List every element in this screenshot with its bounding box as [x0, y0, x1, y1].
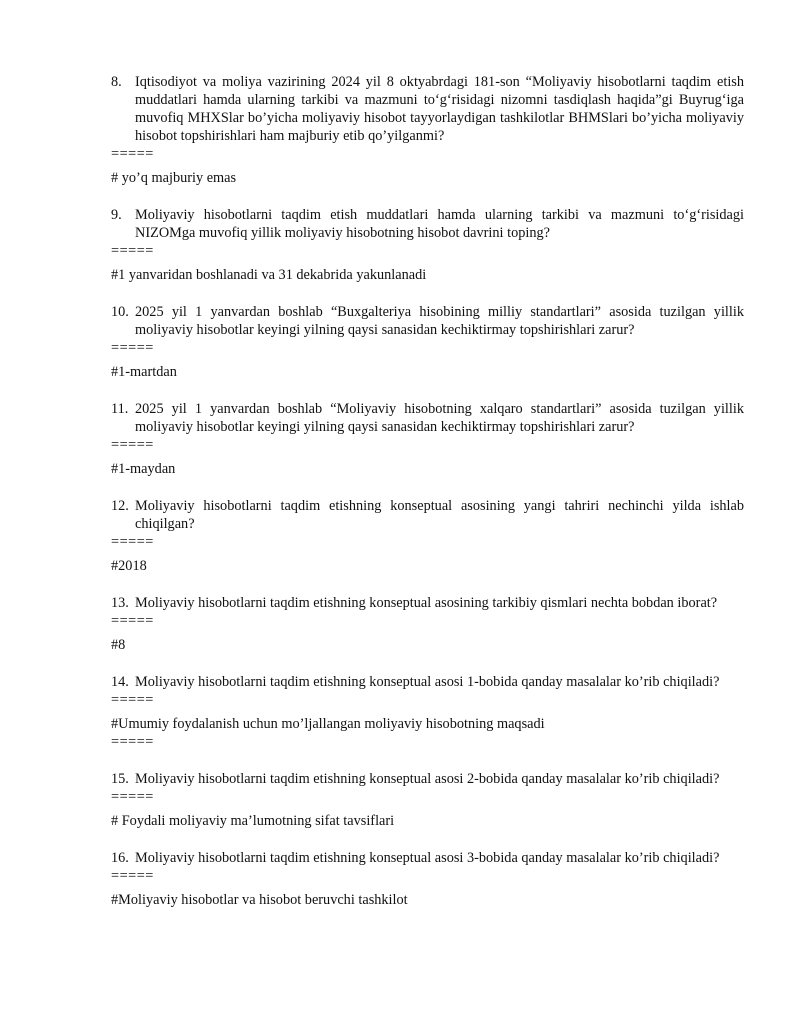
question [111, 303, 744, 339]
separator: ===== [111, 534, 154, 550]
question-number: 15. [111, 771, 129, 787]
question [111, 400, 744, 436]
question-text: Moliyaviy hisobotlarni taqdim etishning konseptual asosining tarkibiy qismlari nechta bobdan iborat? [135, 595, 718, 611]
question [111, 770, 744, 788]
question-text: Moliyaviy hisobotlarni taqdim etishning konseptual asosi 3-bobida qanday masalalar ko’rib chiqiladi? [135, 850, 720, 866]
question-block-8 [111, 73, 744, 187]
question-number: 14. [111, 674, 129, 690]
question-text: 2025 yil 1 yanvardan boshlab “Buxgalteriya hisobining milliy standartlari” asosida tuzilgan yillik moliyaviy hisobotlar keyingi yilning qaysi sanasidan kechiktirmay topshirishlari zarur? [135, 304, 744, 338]
question-number: 13. [111, 595, 129, 611]
answer: # Foydali moliyaviy ma’lumotning sifat tavsiflari [111, 813, 395, 829]
question [111, 594, 744, 612]
question [111, 73, 744, 145]
question-number: 12. [111, 498, 129, 514]
separator: ===== [111, 868, 154, 884]
question-text: 2025 yil 1 yanvardan boshlab “Moliyaviy hisobotning xalqaro standartlari” asosida tuzilgan yillik moliyaviy hisobotlar keyingi yilning qaysi sanasidan kechiktirmay topshirishlari zarur? [135, 401, 744, 435]
separator: ===== [111, 692, 154, 708]
separator: ===== [111, 613, 154, 629]
separator: ===== [111, 734, 154, 750]
answer: #Moliyaviy hisobotlar va hisobot beruvchi tashkilot [111, 892, 408, 908]
question-number: 8. [111, 74, 122, 90]
answer: #2018 [111, 558, 147, 574]
question-number: 11. [111, 401, 129, 417]
separator: ===== [111, 437, 154, 453]
question-number: 9. [111, 207, 122, 223]
question-number: 10. [111, 304, 129, 320]
separator: ===== [111, 146, 154, 162]
question-text: Moliyaviy hisobotlarni taqdim etishning konseptual asosining yangi tahriri nechinchi yilda ishlab chiqilgan? [135, 498, 744, 532]
question-text: Moliyaviy hisobotlarni taqdim etish muddatlari hamda ularning tarkibi va mazmuni to‘g‘risidagi NIZOMga muvofiq yillik moliyaviy hisobotning hisobot davrini toping? [135, 207, 744, 241]
separator: ===== [111, 243, 154, 259]
answer: #1-maydan [111, 461, 176, 477]
question-block-12 [111, 497, 744, 575]
answer: #1 yanvaridan boshlanadi va 31 dekabrida yakunlanadi [111, 267, 427, 283]
question-block-15 [111, 770, 744, 830]
separator: ===== [111, 340, 154, 356]
question-block-10 [111, 303, 744, 381]
question-block-11 [111, 400, 744, 478]
answer: #8 [111, 637, 126, 653]
separator: ===== [111, 789, 154, 805]
answer: #Umumiy foydalanish uchun mo’ljallangan moliyaviy hisobotning maqsadi [111, 716, 545, 732]
question-block-16 [111, 849, 744, 909]
question [111, 497, 744, 533]
answer: # yo’q majburiy emas [111, 170, 237, 186]
question-text: Iqtisodiyot va moliya vazirining 2024 yil 8 oktyabrdagi 181-son “Moliyaviy hisobotlarni taqdim etish muddatlari hamda ularning tarkibi va mazmuni to‘g‘risidagi nizomni tasdiqlash haqida”gi Buyrug‘iga muvofiq MHXSlar bo’yicha moliyaviy hisobot tayyorlaydigan tashkilotlar BHMSlari bo’yicha moliyaviy hisobot topshirishlari ham majburiy etib qo’yilganmi? [135, 74, 744, 144]
question [111, 206, 744, 242]
question-text: Moliyaviy hisobotlarni taqdim etishning konseptual asosi 1-bobida qanday masalalar ko’rib chiqiladi? [135, 674, 720, 690]
document-body [111, 73, 744, 928]
question-block-9 [111, 206, 744, 284]
question [111, 849, 744, 867]
question [111, 673, 744, 691]
question-text: Moliyaviy hisobotlarni taqdim etishning konseptual asosi 2-bobida qanday masalalar ko’rib chiqiladi? [135, 771, 720, 787]
answer: #1-martdan [111, 364, 177, 380]
question-number: 16. [111, 850, 129, 866]
question-block-14 [111, 673, 744, 751]
question-block-13 [111, 594, 744, 654]
